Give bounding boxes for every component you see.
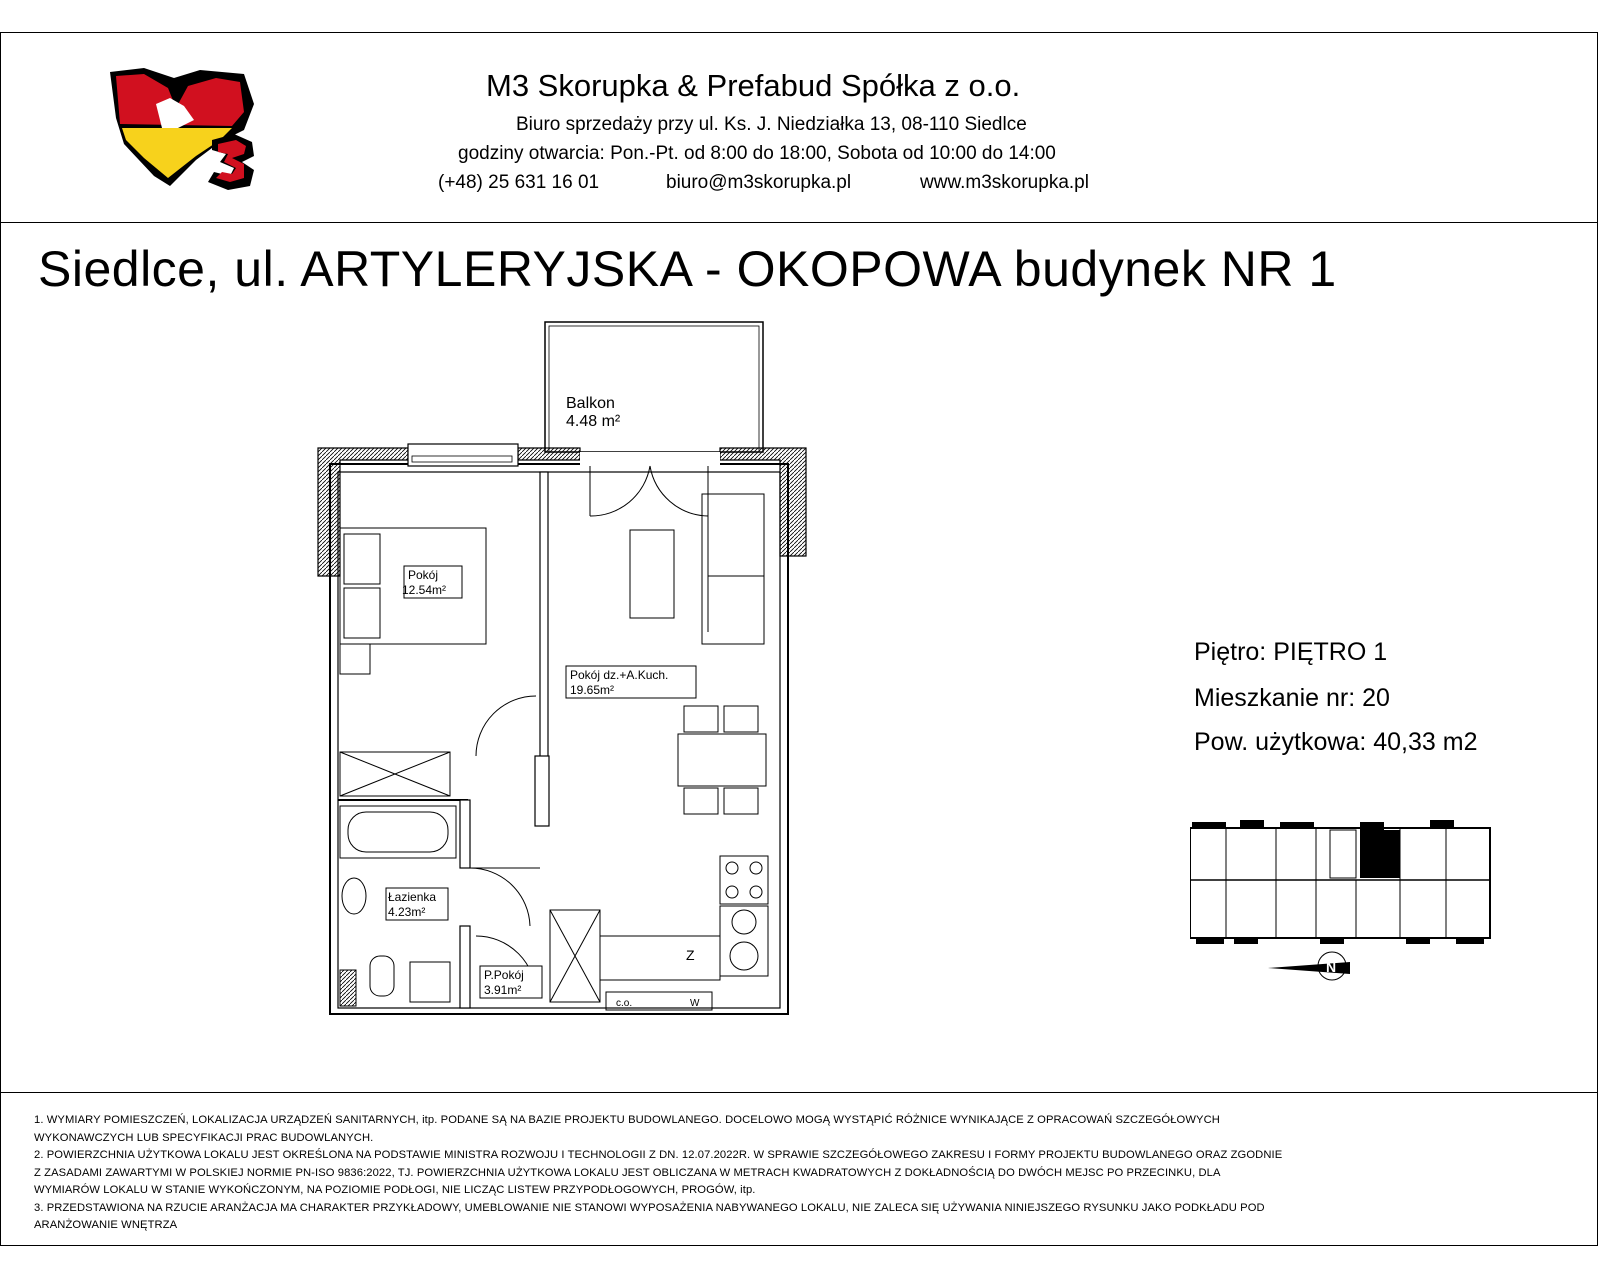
living-room-label: Pokój dz.+A.Kuch.	[570, 668, 669, 682]
balcony-area: 4.48 m²	[566, 413, 621, 430]
bathroom-label: Łazienka	[388, 890, 437, 904]
note-line: 3. PRZEDSTAWIONA NA RZUCIE ARANŻACJA MA CHARAKTER PRZYKŁADOWY, UMEBLOWANIE NIE STANOWI WYPOSAŻENIA NABYWANEGO LOKALU, NIE ZALECA SIĘ UŻYWANIA NINIEJSZEGO RYSUNKU JAKO PODKŁADU POD	[34, 1201, 1265, 1214]
compass-label: N	[1326, 959, 1337, 975]
note-line: WYMIARÓW LOKALU W STANIE WYKOŃCZONYM, NA POZIOMIE PODŁOGI, NIE LICZĄC LISTEW PRZYPODŁOGOWYCH, PROGÓW, itp.	[34, 1184, 756, 1196]
page-title: Siedlce, ul. ARTYLERYJSKA - OKOPOWA budynek NR 1	[38, 241, 1337, 297]
phone-number: (+48) 25 631 16 01	[438, 172, 600, 193]
note-line: 2. POWIERZCHNIA UŻYTKOWA LOKALU JEST OKREŚLONA NA PODSTAWIE MINISTRA ROZWOJU I TECHNOLOGII Z DN. 12.07.2022R. W SPRAWIE SZCZEGÓŁOWEGO ZAKRESU I FORMY PROJEKTU BUDOWLANEGO ORAZ ZGODNIE	[34, 1149, 1283, 1161]
notes-divider	[0, 1092, 1598, 1093]
room-area: 12.54m²	[402, 583, 447, 597]
co-label: c.o.	[616, 998, 633, 1009]
website-link[interactable]: www.m3skorupka.pl	[920, 172, 1089, 193]
note-line: Z ZASADAMI ZAWARTYMI W POLSKIEJ NORMIE PN-ISO 9836:2022, TJ. POWIERZCHNIA UŻYTKOWA LOKALU JEST OBLICZANA W METRACH KWADRATOWYCH Z DOKŁADNOŚCIĄ DO DWÓCH MEJSC PO PRZECINKU, DLA	[34, 1166, 1221, 1179]
note-line: 1. WYMIARY POMIESZCZEŃ, LOKALIZACJA URZĄDZEŃ SANITARNYCH, itp. PODANE SĄ NA BAZIE PROJEKTU BUDOWLANEGO. DOCELOWO MOGĄ WYSTĄPIĆ RÓŻNICE WYNIKAJĄCE Z OPRACOWAŃ SZCZEGÓŁOWYCH	[34, 1114, 1220, 1126]
apartment-number: Mieszkanie nr: 20	[1194, 684, 1390, 712]
floor-plan	[310, 316, 810, 1036]
header-divider	[0, 222, 1598, 223]
bathroom-area: 4.23m²	[388, 905, 426, 919]
sales-office: Biuro sprzedaży przy ul. Ks. J. Niedziałka 13, 08-110 Siedlce	[516, 114, 1027, 135]
balcony-outline	[545, 322, 763, 452]
floor-info: Piętro: PIĘTRO 1	[1194, 638, 1388, 666]
company-logo	[104, 64, 264, 192]
z-label: Z	[686, 947, 695, 963]
hall-label: P.Pokój	[484, 968, 524, 982]
room-label: Pokój	[408, 568, 439, 582]
footnotes	[34, 1112, 1474, 1235]
usable-area: Pow. użytkowa: 40,33 m2	[1194, 728, 1478, 756]
note-line: WYKONAWCZYCH LUB SPECYFIKACJI PRAC BUDOWLANYCH.	[34, 1131, 374, 1144]
balcony-label: Balkon	[566, 395, 615, 412]
hall-area: 3.91m²	[484, 983, 522, 997]
highlighted-apartment	[1360, 830, 1400, 878]
opening-hours: godziny otwarcia: Pon.-Pt. od 8:00 do 18:00, Sobota od 10:00 do 14:00	[458, 143, 1056, 164]
company-name: M3 Skorupka & Prefabud Spółka z o.o.	[486, 68, 1021, 103]
living-room-area: 19.65m²	[570, 683, 615, 697]
email-link[interactable]: biuro@m3skorupka.pl	[666, 172, 852, 193]
w-label: W	[690, 998, 700, 1009]
note-line: ARANŻOWANIE WNĘTRZA	[34, 1219, 178, 1231]
building-key-plan	[1190, 818, 1510, 1018]
